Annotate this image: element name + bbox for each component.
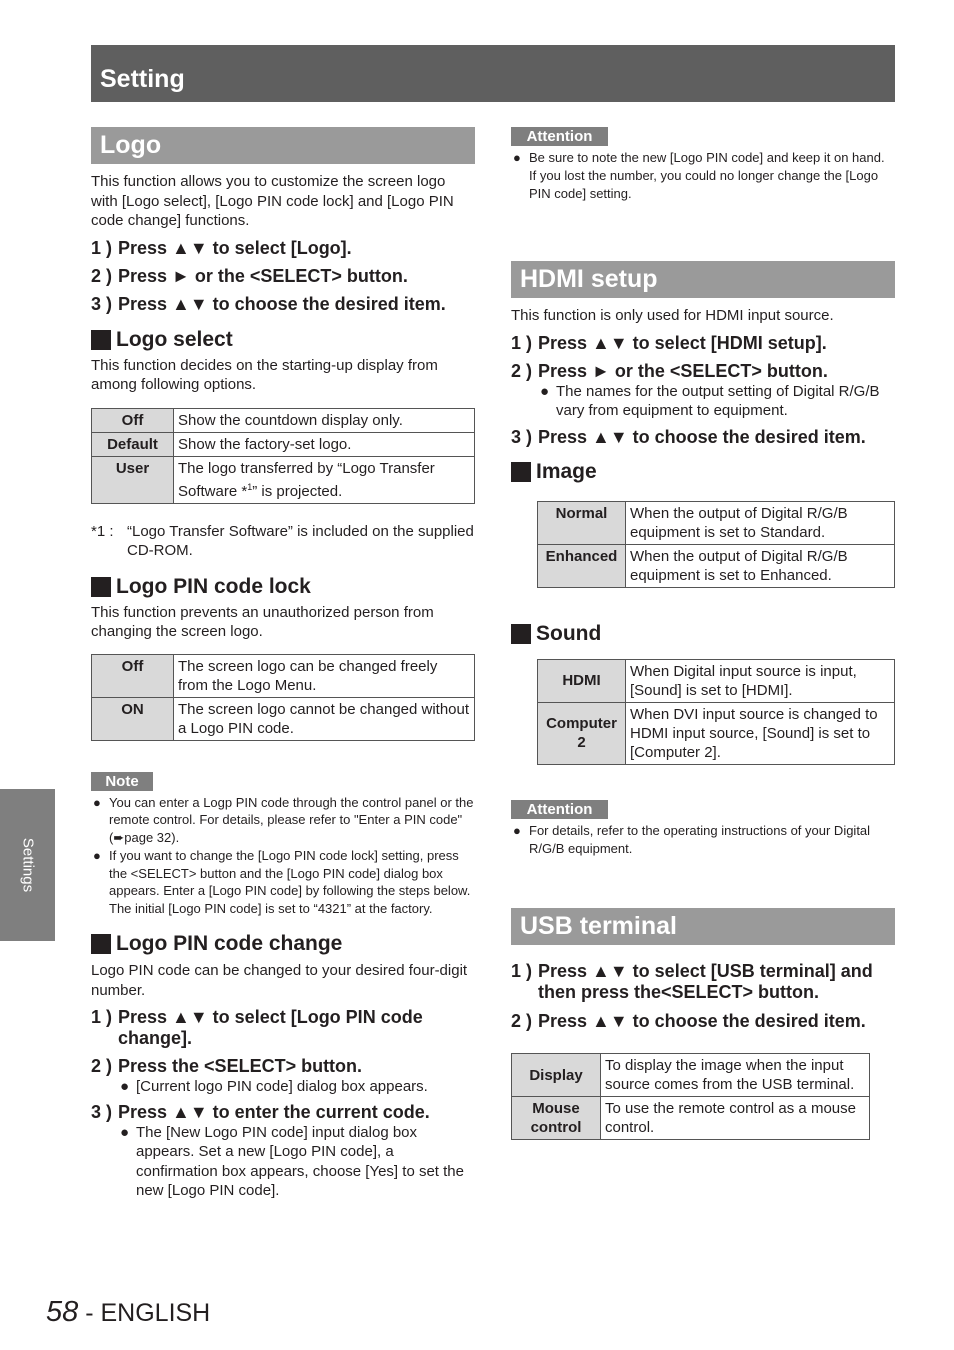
option-desc: When the output of Digital R/G/B equipment is set to Enhanced. bbox=[626, 544, 895, 587]
table-row bbox=[512, 1054, 870, 1097]
option-key: HDMI bbox=[538, 659, 626, 702]
option-key: Enhanced bbox=[538, 544, 626, 587]
logo-intro: This function allows you to customize the screen logo with [Logo select], [Logo PIN code lock] and [Logo PIN code change] functions. bbox=[91, 173, 454, 229]
pin-lock-intro: This function prevents an unauthorized person from changing the screen logo. bbox=[91, 603, 434, 640]
pin-change-step bbox=[91, 1007, 475, 1049]
table-row bbox=[92, 654, 475, 697]
attention-label: Attention bbox=[511, 127, 608, 146]
page-number bbox=[46, 1296, 210, 1329]
step-text: Press ▲▼ to select [HDMI setup]. bbox=[538, 332, 827, 353]
step-text: Press ▲▼ to choose the desired item. bbox=[118, 293, 446, 314]
step-bullet-text: The [New Logo PIN code] input dialog box appears. Set a new [Logo PIN code], a confirmation box appears, choose [Yes] to set the new [Logo PIN code]. bbox=[136, 1123, 464, 1200]
attention-text: For details, refer to the operating instructions of your Digital R/G/B equipment. bbox=[529, 822, 871, 856]
sound-table bbox=[537, 659, 895, 765]
attention-label: Attention bbox=[511, 800, 608, 819]
bullet-dot-icon: ● bbox=[540, 382, 550, 400]
left-column bbox=[91, 127, 475, 1201]
pin-change-intro: Logo PIN code can be changed to your desired four-digit number. bbox=[91, 962, 468, 999]
option-key: Off bbox=[92, 408, 174, 432]
step-bullet bbox=[91, 1123, 475, 1201]
option-desc: When the output of Digital R/G/B equipment is set to Standard. bbox=[626, 501, 895, 544]
step-text: Press ▲▼ to enter the current code. bbox=[118, 1101, 430, 1122]
bullet-dot-icon: ● bbox=[120, 1078, 130, 1096]
option-key: Off bbox=[92, 654, 174, 697]
step-text: Press ► or the <SELECT> button. bbox=[118, 265, 408, 286]
hdmi-step bbox=[511, 333, 895, 354]
option-desc-part: ” is projected. bbox=[252, 482, 343, 500]
header-band bbox=[91, 45, 895, 102]
step-number: 2 ) bbox=[91, 1056, 113, 1077]
table-row bbox=[538, 659, 895, 702]
header-title: Setting bbox=[100, 65, 185, 93]
square-bullet-icon bbox=[511, 624, 531, 644]
option-desc bbox=[174, 456, 475, 503]
usb-step bbox=[511, 1011, 895, 1032]
square-bullet-icon bbox=[91, 577, 111, 597]
usb-table bbox=[511, 1053, 870, 1140]
bullet-dot-icon: ● bbox=[513, 822, 521, 838]
side-tab-label: Settings bbox=[19, 837, 36, 893]
square-bullet-icon bbox=[91, 330, 111, 350]
bullet-dot-icon: ● bbox=[513, 150, 521, 165]
note-item bbox=[91, 794, 475, 847]
image-heading bbox=[511, 460, 895, 484]
option-desc: When DVI input source is changed to HDMI input source, [Sound] is set to [Computer 2]. bbox=[626, 702, 895, 764]
attention-item bbox=[511, 149, 895, 202]
image-title: Image bbox=[536, 459, 597, 483]
usb-step bbox=[511, 961, 895, 1003]
arrow-icon: ➨ bbox=[113, 830, 125, 846]
attention-box bbox=[511, 800, 895, 858]
bullet-dot-icon: ● bbox=[93, 794, 101, 810]
option-key: Normal bbox=[538, 501, 626, 544]
option-desc: Show the countdown display only. bbox=[174, 408, 475, 432]
hdmi-intro: This function is only used for HDMI input source. bbox=[511, 307, 834, 325]
hdmi-section-title: HDMI setup bbox=[511, 261, 895, 298]
step-bullet bbox=[511, 382, 895, 421]
step-bullet-text: The names for the output setting of Digital R/G/B vary from equipment to equipment. bbox=[556, 382, 880, 420]
pin-lock-heading bbox=[91, 575, 475, 599]
logo-step bbox=[91, 294, 475, 315]
square-bullet-icon bbox=[91, 934, 111, 954]
step-text: Press ▲▼ to select [Logo PIN code change]. bbox=[118, 1007, 423, 1049]
step-number: 1 ) bbox=[511, 961, 533, 982]
step-number: 2 ) bbox=[511, 1011, 533, 1032]
option-key: Mouse control bbox=[512, 1097, 601, 1140]
table-row bbox=[538, 501, 895, 544]
option-key: Default bbox=[92, 432, 174, 456]
step-number: 1 ) bbox=[511, 332, 533, 353]
logo-section-title: Logo bbox=[91, 127, 475, 164]
step-number: 2 ) bbox=[91, 265, 113, 286]
table-row bbox=[538, 544, 895, 587]
attention-text: Be sure to note the new [Logo PIN code] and keep it on hand. If you lost the number, you could no longer change the [Logo PIN code] setting. bbox=[529, 150, 885, 201]
sound-title: Sound bbox=[536, 621, 602, 645]
hdmi-step bbox=[511, 361, 895, 382]
pin-change-heading bbox=[91, 932, 475, 956]
note-box bbox=[91, 772, 475, 919]
step-number: 3 ) bbox=[511, 426, 533, 447]
note-item bbox=[91, 847, 475, 918]
page-number-value: 58 bbox=[46, 1296, 79, 1328]
page-language: ENGLISH bbox=[100, 1299, 211, 1327]
logo-step bbox=[91, 266, 475, 287]
pin-change-step bbox=[91, 1056, 475, 1077]
table-row bbox=[92, 408, 475, 432]
option-desc-part: The logo transferred by “Logo Transfer Software * bbox=[178, 459, 435, 500]
image-table bbox=[537, 501, 895, 588]
logo-select-heading bbox=[91, 328, 475, 352]
logo-step bbox=[91, 238, 475, 259]
step-number: 1 ) bbox=[91, 237, 113, 258]
logo-select-table bbox=[91, 408, 475, 504]
step-text: Press ▲▼ to choose the desired item. bbox=[538, 426, 866, 447]
hdmi-step bbox=[511, 427, 895, 448]
option-desc: To use the remote control as a mouse control. bbox=[601, 1097, 870, 1140]
footnote-marker: 1 bbox=[247, 481, 253, 492]
pin-change-title: Logo PIN code change bbox=[116, 932, 343, 956]
pin-lock-title: Logo PIN code lock bbox=[116, 574, 311, 598]
logo-select-intro: This function decides on the starting-up display from among following options. bbox=[91, 356, 438, 393]
logo-select-title: Logo select bbox=[116, 327, 233, 351]
step-number: 3 ) bbox=[91, 1101, 113, 1122]
step-number: 1 ) bbox=[91, 1007, 113, 1028]
attention-box bbox=[511, 127, 895, 202]
step-text: Press ▲▼ to select [Logo]. bbox=[118, 237, 352, 258]
table-row bbox=[512, 1097, 870, 1140]
table-row bbox=[92, 432, 475, 456]
step-number: 2 ) bbox=[511, 360, 533, 381]
note-text: page 32). bbox=[124, 830, 180, 846]
attention-item bbox=[511, 822, 895, 858]
bullet-dot-icon: ● bbox=[93, 847, 101, 863]
footnote-text: “Logo Transfer Software” is included on the supplied CD-ROM. bbox=[127, 522, 474, 559]
side-tab bbox=[0, 789, 55, 941]
footnote bbox=[91, 522, 475, 561]
footnote-number: *1 : bbox=[91, 522, 114, 540]
option-key: ON bbox=[92, 697, 174, 740]
usb-section-title: USB terminal bbox=[511, 908, 895, 945]
option-key: Computer 2 bbox=[538, 702, 626, 764]
page-separator: - bbox=[78, 1299, 101, 1327]
note-text: You can enter a Logp PIN code through the control panel or the remote control. For details, please refer to "Enter a PIN code" ( bbox=[109, 794, 474, 846]
step-text: Press ▲▼ to select [USB terminal] and then press the<SELECT> button. bbox=[538, 961, 873, 1003]
step-bullet bbox=[91, 1077, 475, 1097]
step-text: Press ▲▼ to choose the desired item. bbox=[538, 1011, 866, 1032]
step-bullet-text: [Current logo PIN code] dialog box appears. bbox=[136, 1078, 428, 1096]
bullet-dot-icon: ● bbox=[120, 1123, 130, 1141]
note-text: If you want to change the [Logo PIN code lock] setting, press the <SELECT> button and the [Logo PIN code] dialog box appears. Enter a [Logo PIN code] by following the steps below. The initial [Logo PIN code] is set to “4321” at the factory. bbox=[109, 847, 471, 917]
option-desc: To display the image when the input source comes from the USB terminal. bbox=[601, 1054, 870, 1097]
step-text: Press the <SELECT> button. bbox=[118, 1056, 363, 1077]
sound-heading bbox=[511, 622, 895, 646]
option-key: User bbox=[92, 456, 174, 503]
step-text: Press ► or the <SELECT> button. bbox=[538, 360, 828, 381]
right-column bbox=[511, 127, 895, 1140]
option-desc: Show the factory-set logo. bbox=[174, 432, 475, 456]
step-number: 3 ) bbox=[91, 293, 113, 314]
pin-lock-table bbox=[91, 654, 475, 741]
table-row bbox=[538, 702, 895, 764]
option-desc: The screen logo can be changed freely from the Logo Menu. bbox=[174, 654, 475, 697]
option-desc: The screen logo cannot be changed without a Logo PIN code. bbox=[174, 697, 475, 740]
square-bullet-icon bbox=[511, 462, 531, 482]
note-label: Note bbox=[91, 772, 153, 791]
pin-change-step bbox=[91, 1102, 475, 1123]
option-key: Display bbox=[512, 1054, 601, 1097]
option-desc: When Digital input source is input, [Sound] is set to [HDMI]. bbox=[626, 659, 895, 702]
table-row bbox=[92, 456, 475, 503]
table-row bbox=[92, 697, 475, 740]
